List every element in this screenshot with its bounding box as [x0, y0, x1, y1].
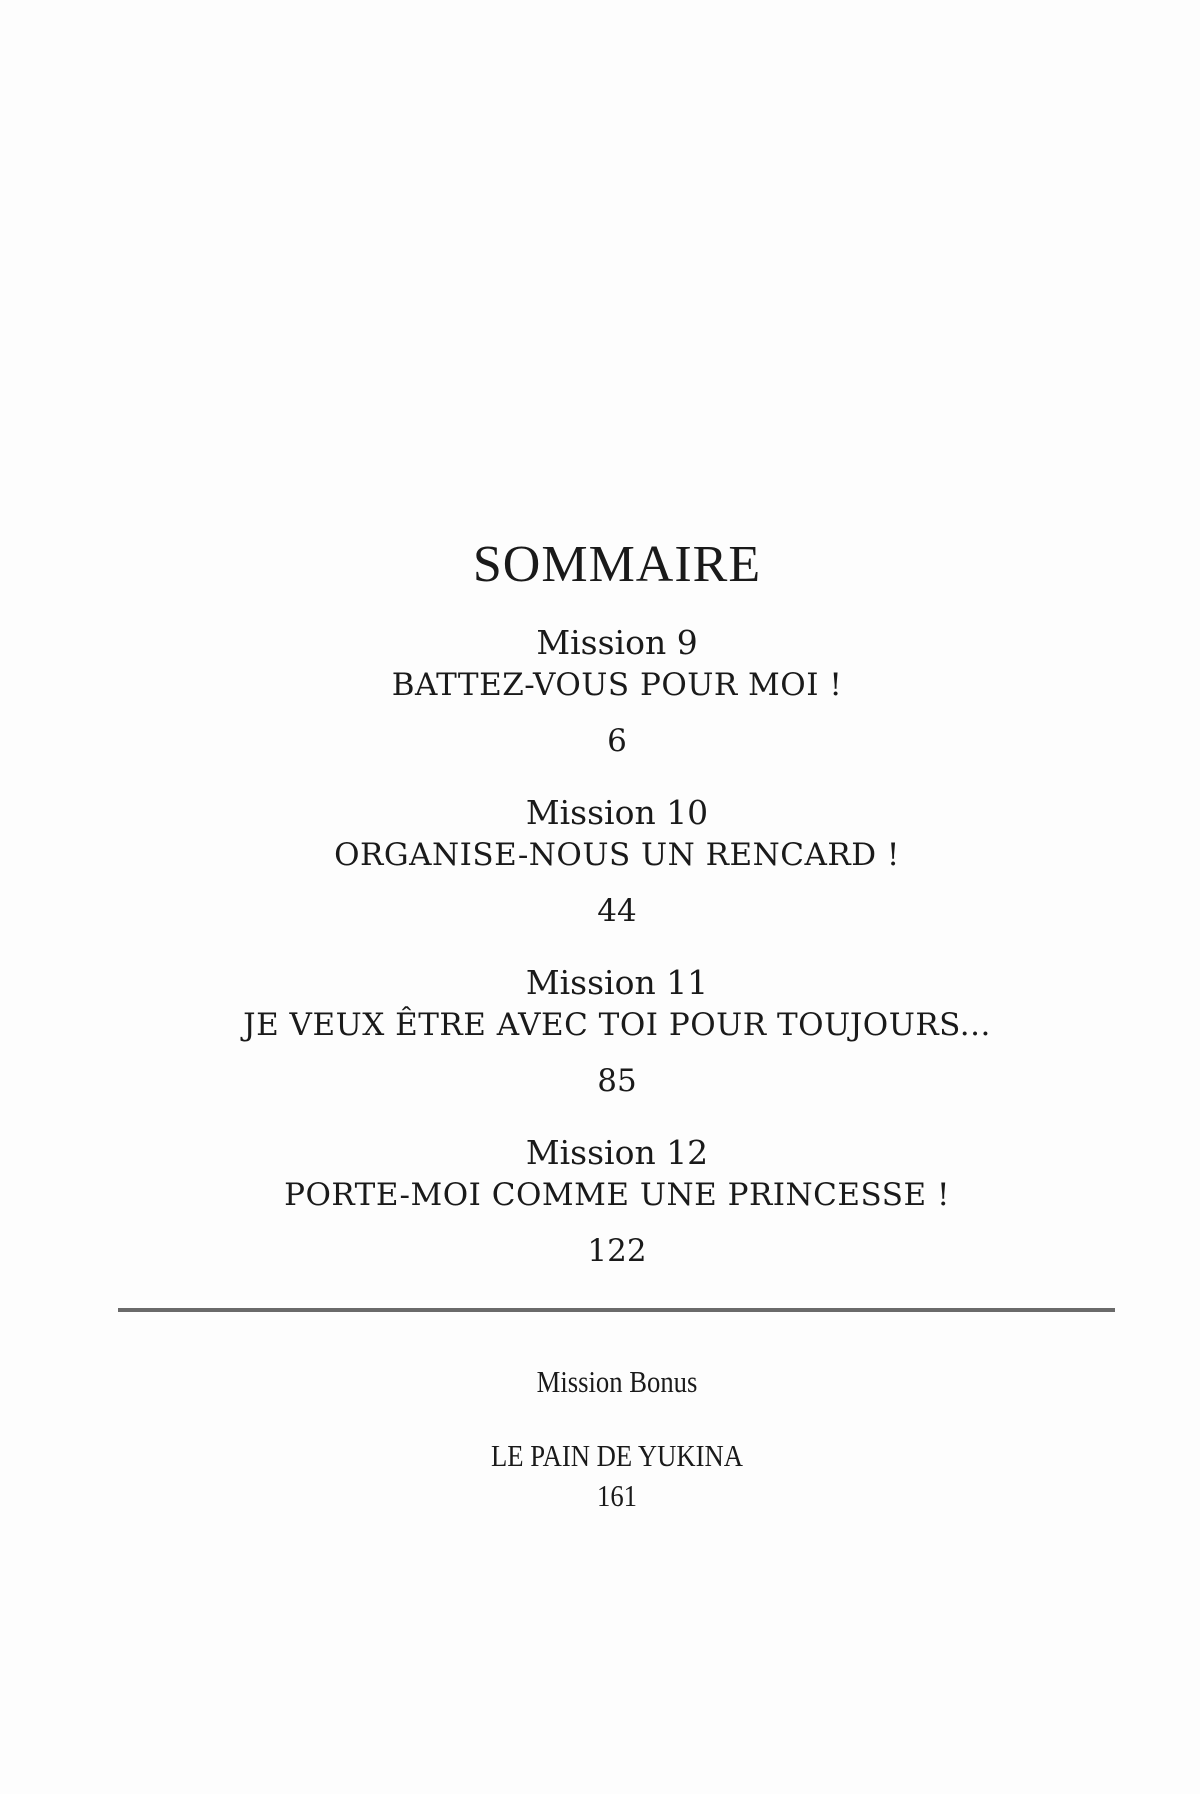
- page-title: SOMMAIRE: [472, 535, 762, 593]
- mission-page-number: 122: [587, 1233, 647, 1269]
- mission-page-number: 44: [597, 893, 637, 929]
- mission-title: PORTE-MOI COMME UNE PRINCESSE !: [284, 1177, 950, 1213]
- mission-title: BATTEZ-VOUS POUR MOI !: [391, 667, 843, 703]
- bonus-page-number: 161: [597, 1478, 637, 1513]
- mission-page-number: 6: [607, 723, 627, 759]
- toc-entry-mission-10: [0, 792, 1200, 932]
- toc-entry-mission-9: [0, 622, 1200, 762]
- mission-number: Mission 12: [525, 1133, 709, 1172]
- mission-page-number: 85: [597, 1063, 637, 1099]
- mission-title: ORGANISE-NOUS UN RENCARD !: [334, 837, 900, 873]
- toc-entry-bonus: [0, 1362, 1200, 1516]
- mission-number: Mission 11: [525, 963, 709, 1002]
- bonus-label: Mission Bonus: [536, 1364, 698, 1399]
- toc-entry-mission-12: [0, 1132, 1200, 1272]
- mission-title: JE VEUX ÊTRE AVEC TOI POUR TOUJOURS...: [243, 1007, 991, 1043]
- mission-number: Mission 9: [536, 623, 698, 662]
- bonus-title: LE PAIN DE YUKINA: [490, 1438, 744, 1473]
- toc-entry-mission-11: [0, 962, 1200, 1102]
- mission-number: Mission 10: [525, 793, 709, 832]
- section-divider: [118, 1308, 1115, 1312]
